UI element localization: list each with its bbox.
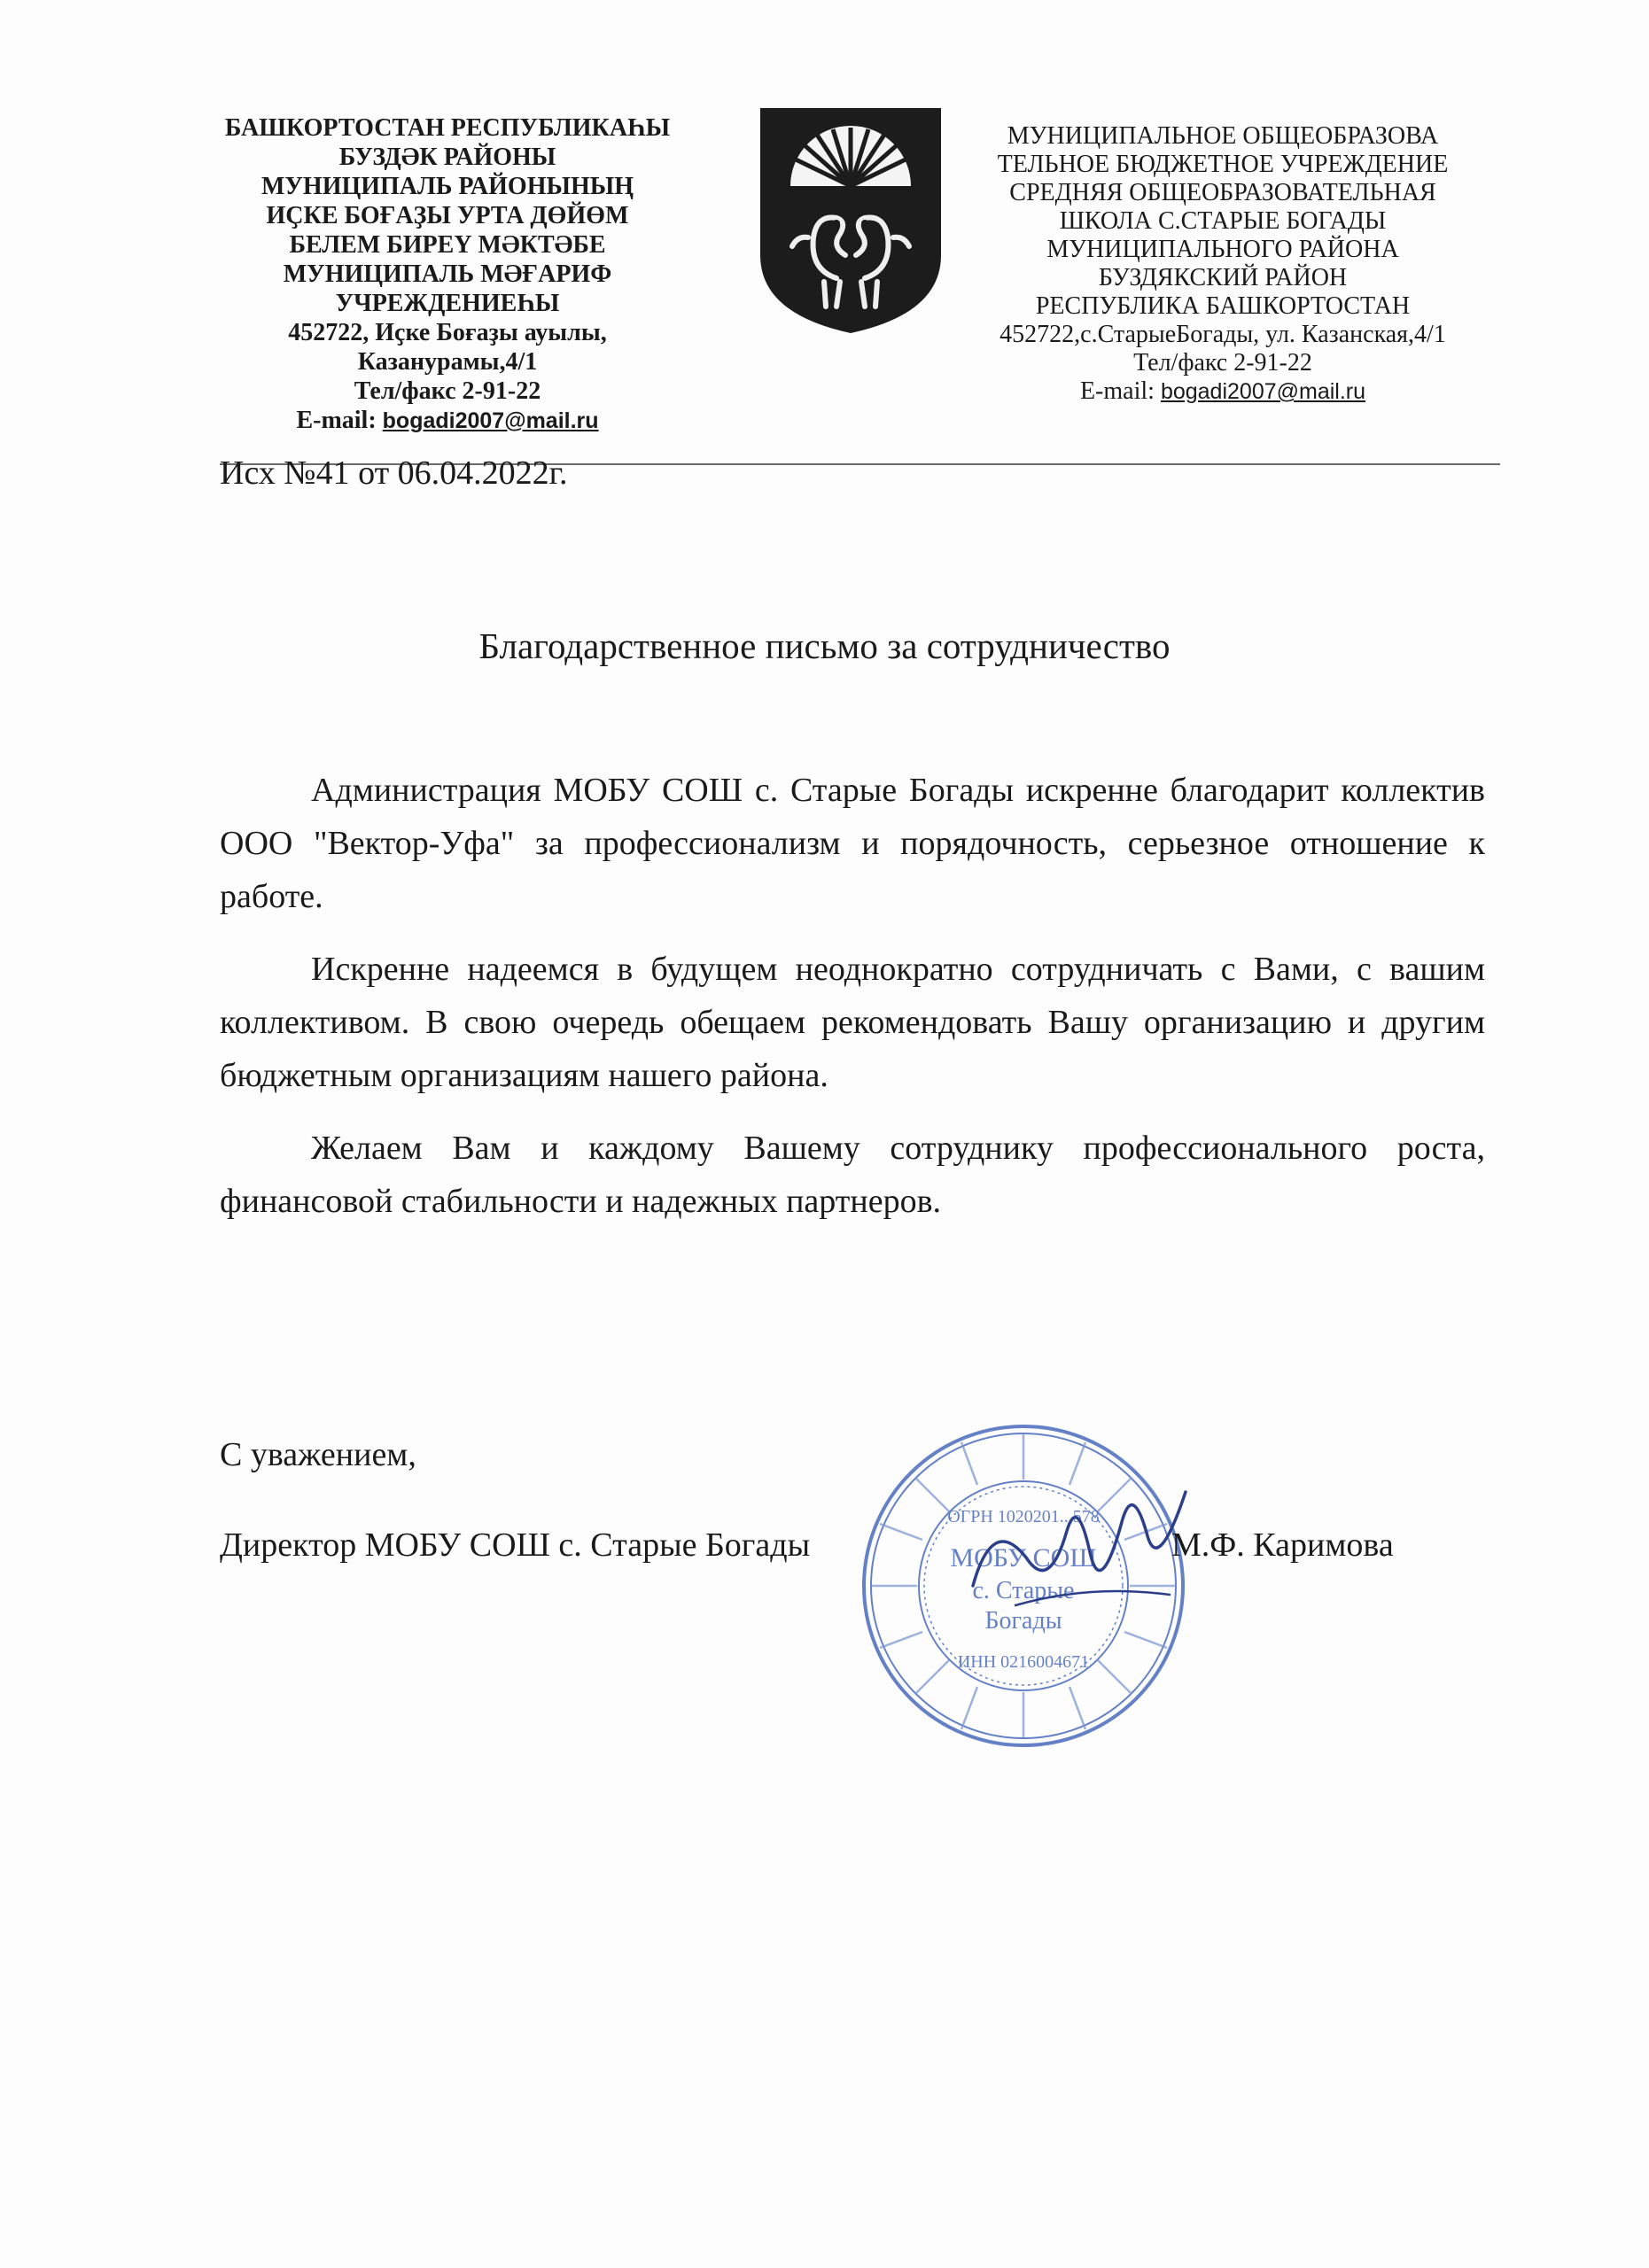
stamp-center-line: с. Старые: [972, 1577, 1075, 1604]
header-right-line: БУЗДЯКСКИЙ РАЙОН: [1098, 264, 1348, 291]
body-paragraph: Искренне надеемся в будущем неоднократно сотрудничать с Вами, с вашим коллективом. В свою очередь обещаем рекомендовать Вашу организацию и другим бюджетным организациям нашего района.: [220, 951, 1485, 1094]
letter-title: Благодарственное письмо за сотрудничество: [478, 625, 1171, 666]
email-label: E-mail:: [296, 407, 383, 434]
header-left-line: Тел/факс 2-91-22: [354, 377, 541, 405]
header-right-line: Тел/факс 2-91-22: [1133, 349, 1312, 377]
outgoing-number: Исх №41 от 06.04.2022г.: [220, 454, 568, 492]
header-left-email: [199, 406, 696, 436]
body-paragraph: Администрация МОБУ СОШ с. Старые Богады искренне благодарит коллектив ООО "Вектор-Уфа" за профессионализм и порядочность, серьезное отношение к работе.: [220, 772, 1485, 915]
letter-body: [220, 764, 1485, 1247]
stamp-center-line: Богады: [984, 1607, 1062, 1635]
stamp-center-line: МОБУ СОШ: [950, 1543, 1097, 1573]
stamp-inn: ИНН 0216004671: [957, 1652, 1090, 1672]
header-left-line: МУНИЦИПАЛЬ МӘҒАРИФ: [283, 260, 612, 288]
header-left-bashkir: [199, 113, 696, 436]
header-right-line: ТЕЛЬНОЕ БЮДЖЕТНОЕ УЧРЕЖДЕНИЕ: [997, 151, 1449, 178]
header-right-line: СРЕДНЯЯ ОБЩЕОБРАЗОВАТЕЛЬНАЯ: [1009, 179, 1436, 206]
header-right-russian: [975, 122, 1471, 406]
header-right-line: 452722,с.СтарыеБогады, ул. Казанская,4/1: [1000, 321, 1446, 348]
stamp-ogrn: ОГРН 1020201...578: [947, 1507, 1100, 1526]
director-title: Директор МОБУ СОШ с. Старые Богады: [220, 1526, 811, 1564]
header-right-line: МУНИЦИПАЛЬНОГО РАЙОНА: [1046, 236, 1399, 263]
header-left-line: 452722, Иҫке Боғаҙы ауылы,: [288, 319, 607, 346]
header-left-line: УЧРЕЖДЕНИЕҺЫ: [335, 290, 560, 317]
header-right-line: РЕСПУБЛИКА БАШКОРТОСТАН: [1035, 292, 1411, 320]
header-left-line: МУНИЦИПАЛЬ РАЙОНЫНЫҢ: [261, 173, 634, 200]
header-left-line: Казанурамы,4/1: [357, 348, 538, 376]
header-right-line: ШКОЛА С.СТАРЫЕ БОГАДЫ: [1059, 207, 1387, 235]
header-left-line: БУЗДӘК РАЙОНЫ: [338, 144, 556, 171]
header-right-line: МУНИЦИПАЛЬНОЕ ОБЩЕОБРАЗОВА: [1007, 122, 1439, 150]
email-label: E-mail:: [1079, 377, 1161, 405]
header-left-line: ИҪКЕ БОҒАҘЫ УРТА ДӨЙӨМ: [266, 202, 629, 229]
header-left-line: БАШКОРТОСТАН РЕСПУБЛИКАҺЫ: [224, 114, 671, 142]
header-left-line: БЕЛЕМ БИРЕҮ МӘКТӘБЕ: [289, 231, 606, 259]
email-link[interactable]: bogadi2007@mail.ru: [1160, 379, 1366, 404]
district-coat-of-arms-icon: [755, 105, 946, 337]
handwritten-signature-icon: [957, 1453, 1205, 1648]
body-paragraph: Желаем Вам и каждому Вашему сотруднику профессионального роста, финансовой стабильности и надежных партнеров.: [220, 1130, 1485, 1220]
signer-name: М.Ф. Каримова: [1171, 1526, 1394, 1564]
header-right-email: [975, 377, 1471, 406]
closing-phrase: С уважением,: [220, 1436, 416, 1473]
email-link[interactable]: bogadi2007@mail.ru: [382, 408, 599, 433]
